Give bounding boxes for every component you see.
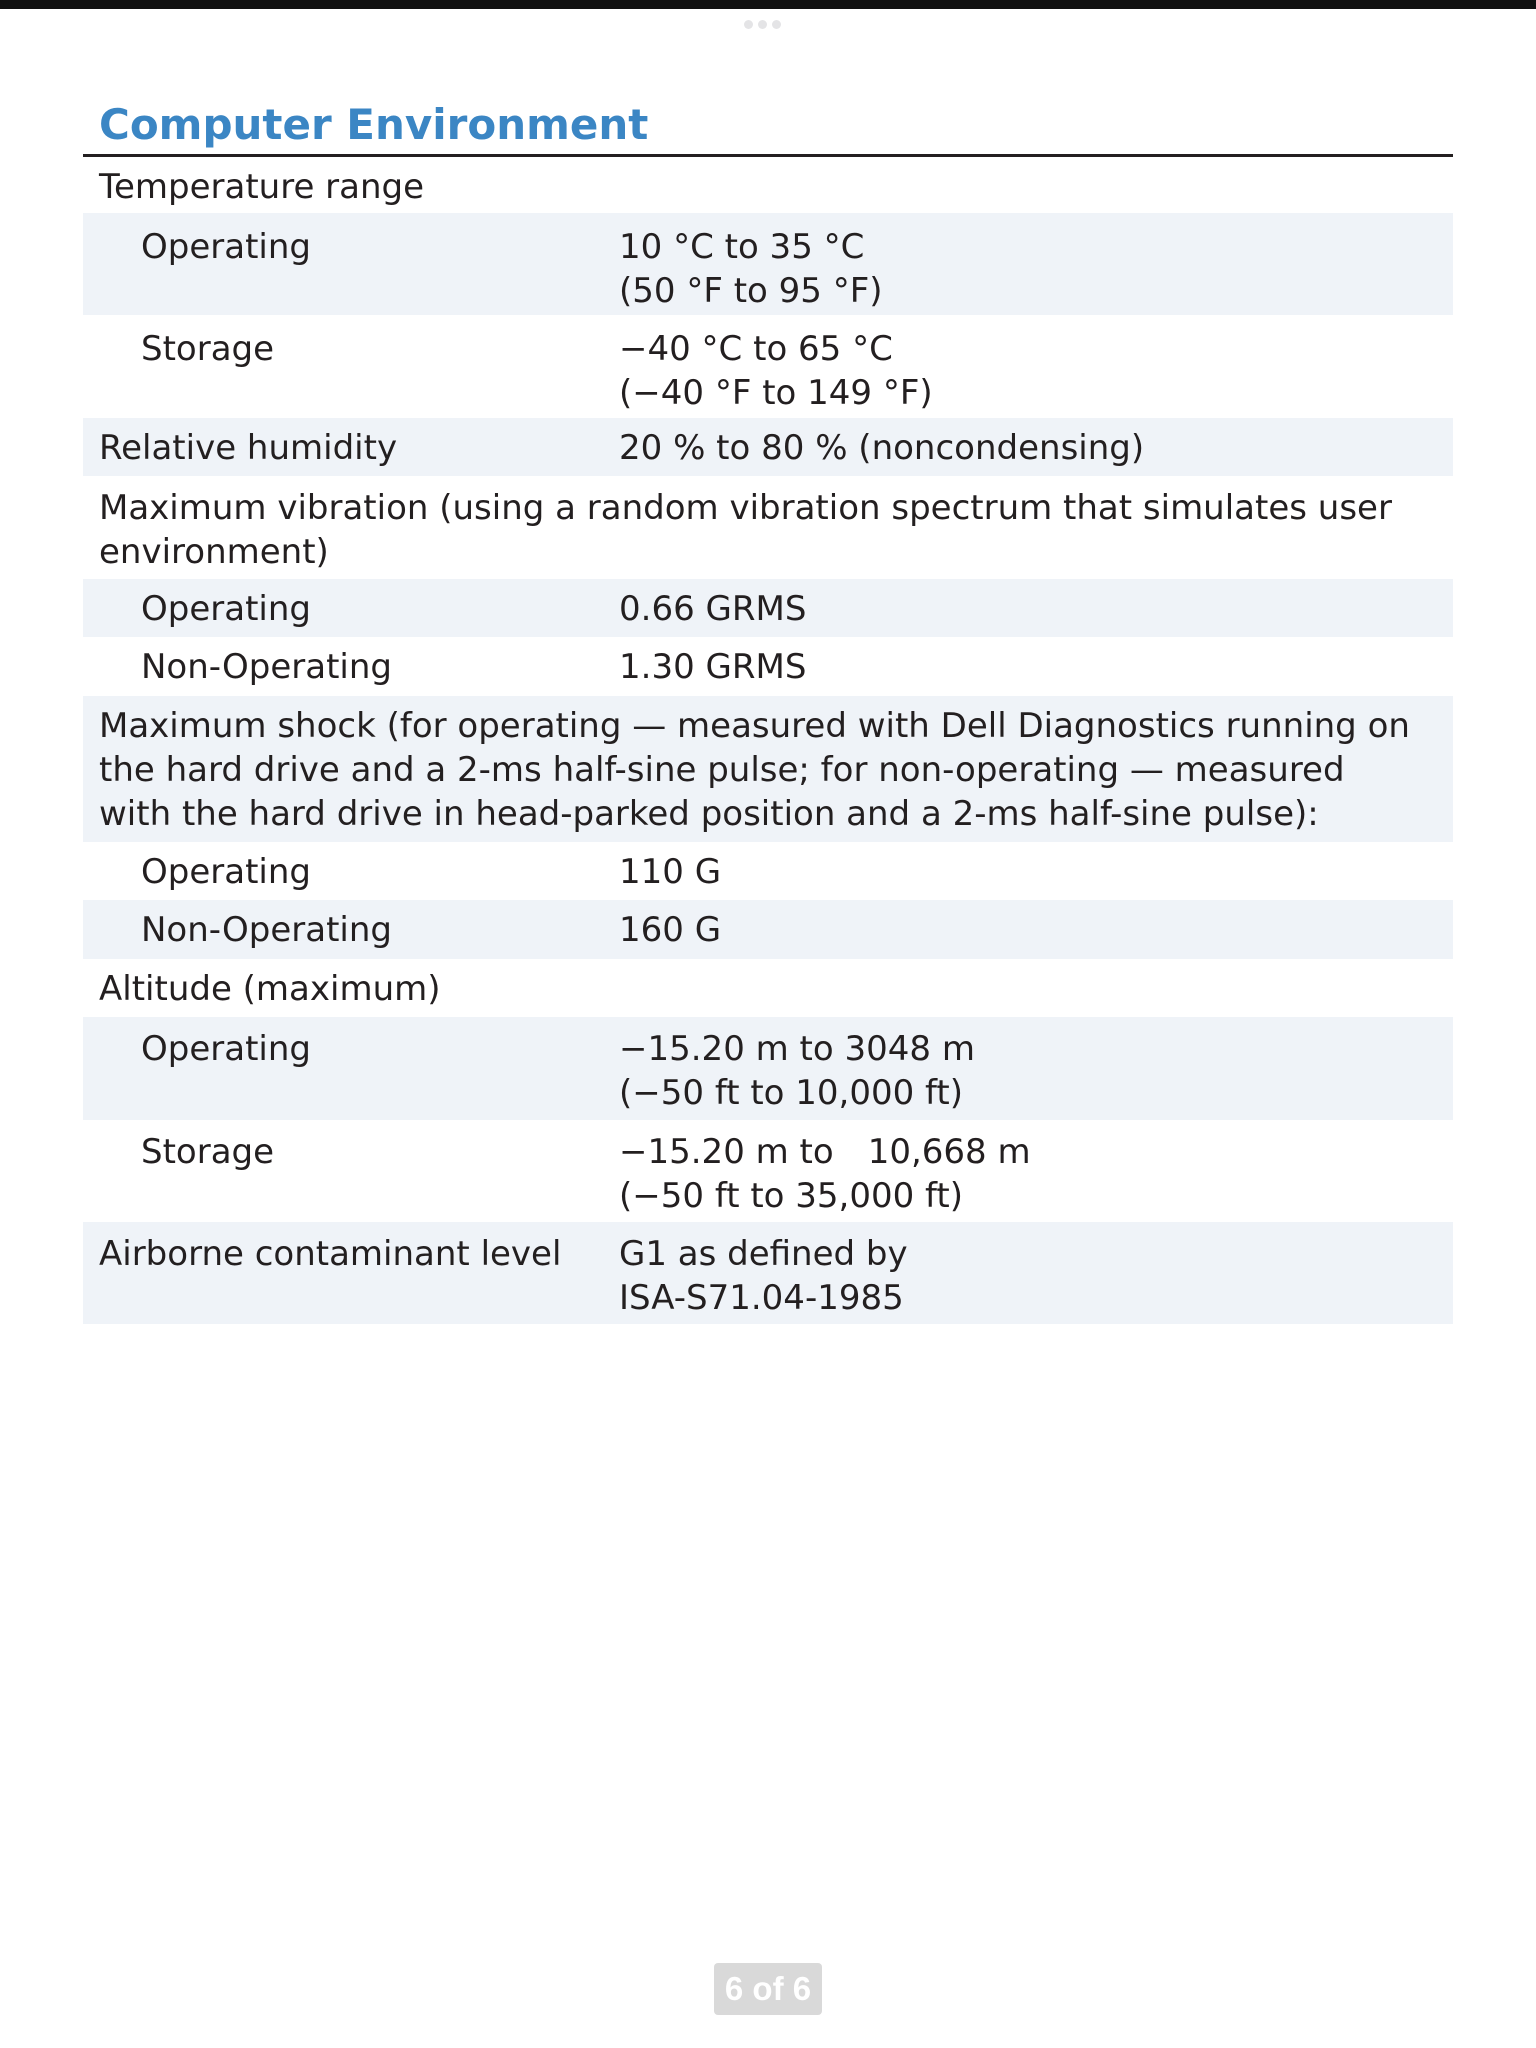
- row-value: −40 °C to 65 °C (−40 °F to 149 °F): [619, 329, 933, 413]
- row-value: 1.30 GRMS: [619, 647, 807, 687]
- row-label: Operating: [141, 852, 311, 892]
- row-label: Maximum vibration (using a random vibration spectrum that simulates user environment): [99, 488, 1392, 572]
- dot-icon: [744, 20, 753, 29]
- row-label: Operating: [141, 1029, 311, 1069]
- dot-icon: [772, 20, 781, 29]
- table-row: [83, 213, 1453, 315]
- row-label: Storage: [141, 329, 275, 369]
- row-label: Altitude (maximum): [99, 969, 441, 1009]
- row-value: 10 °C to 35 °C (50 °F to 95 °F): [619, 227, 883, 311]
- section-title: Computer Environment: [99, 100, 649, 149]
- row-label: Operating: [141, 227, 311, 267]
- row-value: −15.20 m to 10,668 m (−50 ft to 35,000 ft): [619, 1132, 1031, 1216]
- row-label: Non-Operating: [141, 647, 392, 687]
- table-row: [83, 315, 1453, 418]
- table-row: [83, 959, 1453, 1017]
- row-label: Operating: [141, 589, 311, 629]
- table-row: [83, 476, 1453, 579]
- dot-icon: [758, 20, 767, 29]
- table-row: [83, 1017, 1453, 1120]
- row-label: Temperature range: [99, 167, 425, 207]
- document-page: [83, 96, 1453, 1324]
- row-label: Non-Operating: [141, 910, 392, 950]
- row-value: 20 % to 80 % (noncondensing): [619, 428, 1145, 468]
- row-value: 160 G: [619, 910, 722, 950]
- table-row: [83, 579, 1453, 637]
- table-row: [83, 842, 1453, 900]
- table-row: [83, 696, 1453, 842]
- row-value: 0.66 GRMS: [619, 589, 807, 629]
- row-label: Storage: [141, 1132, 275, 1172]
- window-top-bar: [0, 0, 1536, 9]
- table-row: [83, 157, 1453, 213]
- row-value: −15.20 m to 3048 m (−50 ft to 10,000 ft): [619, 1029, 975, 1113]
- table-row: [83, 900, 1453, 959]
- table-row: [83, 637, 1453, 696]
- row-label: Maximum shock (for operating — measured with Dell Diagnostics running on the hard drive and a 2-ms half-sine pulse; for non-operating — measured with the hard drive in head-parked position and a 2-ms half-sine pulse):: [99, 706, 1410, 834]
- row-label: Airborne contaminant level: [99, 1234, 562, 1274]
- more-options-icon[interactable]: [744, 20, 781, 29]
- row-label: Relative humidity: [99, 428, 398, 468]
- table-row: [83, 1120, 1453, 1222]
- row-value: 110 G: [619, 852, 722, 892]
- spec-table: [83, 157, 1453, 1324]
- row-value: G1 as defined by ISA-S71.04-1985: [619, 1234, 908, 1318]
- page-indicator: 6 of 6: [714, 1963, 822, 2015]
- table-row: [83, 1222, 1453, 1324]
- table-row: [83, 418, 1453, 476]
